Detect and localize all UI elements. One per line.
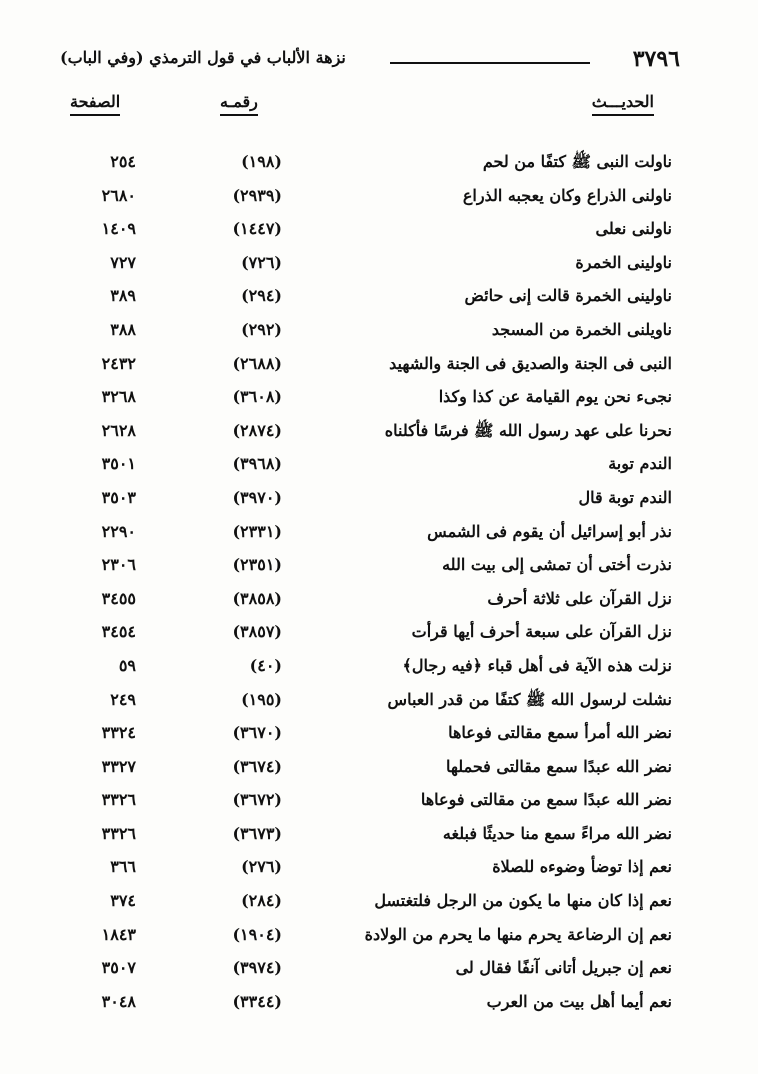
hadith-number: (٢٨٤): [241, 891, 282, 911]
page-header: [60, 42, 680, 78]
hadith-text: ناولينى الخمرة: [575, 252, 672, 272]
index-row: [60, 482, 672, 516]
hadith-text: نجىء نحن يوم القيامة عن كذا وكذا: [438, 387, 672, 407]
index-row: [60, 952, 672, 986]
hadith-text: نضر الله عبدًا سمع مقالتى فحملها: [446, 756, 672, 776]
page-reference: ١٨٤٣: [101, 924, 136, 944]
hadith-number: (٣٦٧٤): [232, 756, 282, 776]
hadith-text: نذرت أختى أن تمشى إلى بيت الله: [442, 555, 672, 575]
hadith-text: نزل القرآن على ثلاثة أحرف: [487, 588, 672, 608]
hadith-text: نحرنا على عهد رسول الله ﷺ فرسًا فأكلناه: [384, 420, 672, 440]
hadith-number: (٤٠): [249, 655, 282, 675]
page-reference: ٣٢٦٨: [101, 387, 136, 407]
page-reference: ٣٤٥٥: [101, 588, 136, 608]
page-reference: ٥٩: [118, 655, 136, 675]
hadith-text: الندم توبة: [608, 454, 672, 474]
hadith-text: ناويلنى الخمرة من المسجد: [491, 319, 672, 339]
column-heading-number: رقمـه: [220, 92, 258, 116]
index-row: [60, 851, 672, 885]
index-row: [60, 314, 672, 348]
index-row: [60, 448, 672, 482]
index-row: [60, 549, 672, 583]
hadith-text: نزلت هذه الآية فى أهل قباء ﴿فيه رجال﴾: [402, 655, 672, 675]
page-reference: ٣٥٠٣: [101, 487, 136, 507]
running-title: نزهة الألباب في قول الترمذي (وفي الباب): [60, 48, 346, 67]
hadith-number: (٢٧٦): [241, 857, 282, 877]
hadith-text: نعم إذا توضأ وضوءه للصلاة: [492, 857, 672, 877]
hadith-number: (١٩٠٤): [232, 924, 282, 944]
page-reference: ٣٥٠٧: [101, 958, 136, 978]
index-row: [60, 213, 672, 247]
page-reference: ٣٣٢٧: [101, 756, 136, 776]
index-row: [60, 751, 672, 785]
page-reference: ٣٣٢٦: [101, 823, 136, 843]
hadith-text: نضر الله مراءً سمع منا حديثًا فبلغه: [442, 823, 672, 843]
hadith-number: (٢٨٧٤): [232, 420, 282, 440]
hadith-text: النبى فى الجنة والصديق فى الجنة والشهيد: [389, 353, 672, 373]
hadith-text: ناولت النبى ﷺ كتفًا من لحم: [482, 152, 672, 171]
hadith-number: (٢٩٤): [241, 286, 282, 306]
hadith-text: الندم توبة قال: [578, 487, 672, 507]
hadith-text: نعم إن الرضاعة يحرم منها ما يحرم من الولادة: [364, 924, 672, 944]
hadith-number: (٣٩٦٨): [232, 454, 282, 474]
index-row: [60, 818, 672, 852]
hadith-number: (١٩٥): [241, 689, 282, 709]
page-reference: ١٤٠٩: [101, 219, 136, 239]
hadith-number: (٣٦٧٠): [232, 723, 282, 743]
page-number: ٣٧٩٦: [632, 46, 680, 72]
page-reference: ٣٨٨: [110, 319, 136, 339]
hadith-number: (١٩٨): [241, 152, 282, 171]
index-row: [60, 986, 672, 1020]
hadith-text: ناولنى الذراع وكان يعجبه الذراع: [462, 185, 672, 205]
page-reference: ٢٢٩٠: [101, 521, 136, 541]
index-row: [60, 180, 672, 214]
hadith-number: (٣٦٧٢): [232, 790, 282, 810]
hadith-number: (٧٢٦): [241, 252, 282, 272]
index-list: [60, 146, 672, 1019]
page-reference: ٣٣٢٤: [101, 723, 136, 743]
index-row: [60, 381, 672, 415]
hadith-text: نزل القرآن على سبعة أحرف أيها قرأت: [411, 622, 672, 642]
index-row: [60, 415, 672, 449]
hadith-number: (٢٣٥١): [232, 555, 282, 575]
index-row: [60, 280, 672, 314]
page-reference: ٢٤٩: [110, 689, 136, 709]
hadith-text: نعم أيما أهل بيت من العرب: [486, 991, 672, 1011]
page-reference: ٧٢٧: [110, 252, 136, 272]
index-row: [60, 146, 672, 180]
hadith-number: (٣٩٧٠): [232, 487, 282, 507]
index-row: [60, 616, 672, 650]
index-row: [60, 784, 672, 818]
hadith-text: نضر الله أمرأ سمع مقالتى فوعاها: [448, 723, 672, 743]
hadith-text: نضر الله عبدًا سمع من مقالتى فوعاها: [420, 790, 672, 810]
hadith-number: (٣٦٠٨): [232, 387, 282, 407]
page-reference: ٣٧٤: [110, 891, 136, 911]
index-row: [60, 583, 672, 617]
hadith-text: ناولينى الخمرة قالت إنى حائض: [464, 286, 672, 306]
page-reference: ٣٥٠١: [101, 454, 136, 474]
hadith-number: (٣٨٥٨): [232, 588, 282, 608]
hadith-number: (٣٣٤٤): [232, 991, 282, 1011]
hadith-text: نشلت لرسول الله ﷺ كتفًا من قدر العباس: [387, 689, 672, 709]
page-reference: ٢٦٢٨: [101, 420, 136, 440]
hadith-text: نعم إذا كان منها ما يكون من الرجل فلتغتسل: [374, 891, 672, 911]
hadith-number: (٢٣٣١): [232, 521, 282, 541]
index-row: [60, 348, 672, 382]
page-reference: ٣٣٢٦: [101, 790, 136, 810]
index-row: [60, 516, 672, 550]
hadith-number: (٢٩٣٩): [232, 185, 282, 205]
hadith-number: (٢٩٢): [241, 319, 282, 339]
header-rule: [390, 62, 590, 64]
page-reference: ٣٦٦: [110, 857, 136, 877]
index-row: [60, 247, 672, 281]
hadith-number: (٣٦٧٣): [232, 823, 282, 843]
index-row: [60, 684, 672, 718]
column-heading-hadith: الحديـــث: [592, 92, 654, 116]
hadith-text: نعم إن جبريل أتانى آنفًا فقال لى: [455, 958, 672, 978]
column-heading-page: الصفحة: [70, 92, 120, 116]
page-reference: ٢٤٣٢: [101, 353, 136, 373]
hadith-text: ناولنى نعلى: [595, 219, 672, 239]
page-reference: ٢٥٤: [110, 152, 136, 171]
page-reference: ٢٣٠٦: [101, 555, 136, 575]
index-row: [60, 717, 672, 751]
index-row: [60, 919, 672, 953]
page-reference: ٢٦٨٠: [101, 185, 136, 205]
column-headings: [60, 88, 668, 124]
hadith-number: (١٤٤٧): [232, 219, 282, 239]
hadith-number: (٣٨٥٧): [232, 622, 282, 642]
hadith-number: (٢٦٨٨): [232, 353, 282, 373]
hadith-number: (٣٩٧٤): [232, 958, 282, 978]
page-reference: ٣٨٩: [110, 286, 136, 306]
page-reference: ٣٤٥٤: [101, 622, 136, 642]
index-row: [60, 650, 672, 684]
hadith-text: نذر أبو إسرائيل أن يقوم فى الشمس: [427, 521, 672, 541]
index-row: [60, 885, 672, 919]
page-reference: ٣٠٤٨: [101, 991, 136, 1011]
